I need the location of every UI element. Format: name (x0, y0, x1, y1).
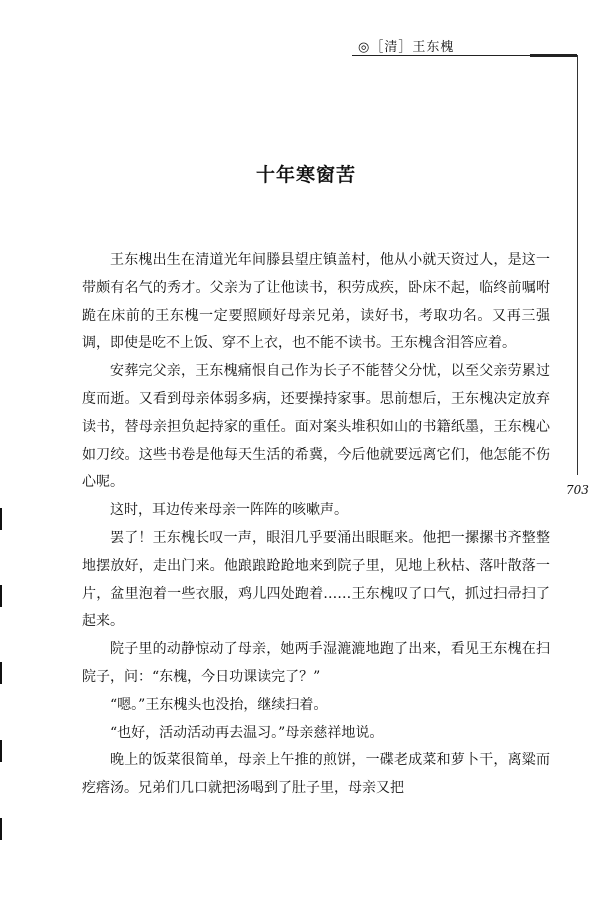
scan-edge-mark (0, 740, 2, 762)
scan-edge-mark (0, 662, 2, 684)
scan-edge-mark (0, 508, 2, 530)
header-rule-accent (530, 54, 577, 57)
paragraph: “嗯。”王东槐头也没抬，继续扫着。 (110, 696, 328, 713)
scan-edge-mark (0, 818, 2, 840)
body-text (82, 247, 550, 803)
paragraph: “也好，活动活动再去温习。”母亲慈祥地说。 (110, 724, 384, 741)
paragraph: 安葬完父亲，王东槐痛恨自己作为长子不能替父分忧，以至父亲劳累过度而逝。又看到母亲体弱多病，还要操持家事。思前想后，王东槐决定放弃读书，替母亲担负起持家的重任。面对案头堆积如山的书籍纸墨，王东槐心如刀绞。这些书卷是他每天生活的希冀，今后他就要远离它们，他怎能不伤心呢。 (82, 363, 550, 491)
paragraph: 王东槐出生在清道光年间滕县望庄镇盖村，他从小就天资过人，是这一带颇有名气的秀才。父亲为了让他读书，积劳成疾，卧床不起，临终前嘱咐跪在床前的王东槐一定要照顾好母亲兄弟，读好书，考取功名。又再三强调，即使是吃不上饭、穿不上衣，也不能不读书。王东槐含泪答应着。 (82, 252, 550, 352)
scan-edge-mark (0, 585, 2, 607)
margin-rule (577, 55, 578, 475)
paragraph: 晚上的饭菜很简单，母亲上午推的煎饼，一碟老成菜和萝卜干，离粱而疙瘩汤。兄弟们几口就把汤喝到了肚子里，母亲又把 (82, 752, 550, 797)
paragraph: 罢了！王东槐长叹一声，眼泪几乎要涌出眼眶来。他把一摞摞书齐整整地摆放好，走出门来。他踉踉跄跄地来到院子里，见地上秋枯、落叶散落一片，盆里泡着一些衣服，鸡儿四处跑着……王东槐叹了口气，抓过扫帚扫了起来。 (82, 529, 550, 630)
page-number: 703 (566, 483, 589, 497)
paragraph: 院子里的动静惊动了母亲，她两手湿漉漉地跑了出来，看见王东槐在扫院子，问：“东槐，今日功课读完了？” (82, 641, 550, 685)
running-header: ◎［清］王东槐 (358, 40, 455, 55)
chapter-title: 十年寒窗苦 (255, 164, 356, 186)
paragraph: 这时，耳边传来母亲一阵阵的咳嗽声。 (110, 502, 348, 519)
